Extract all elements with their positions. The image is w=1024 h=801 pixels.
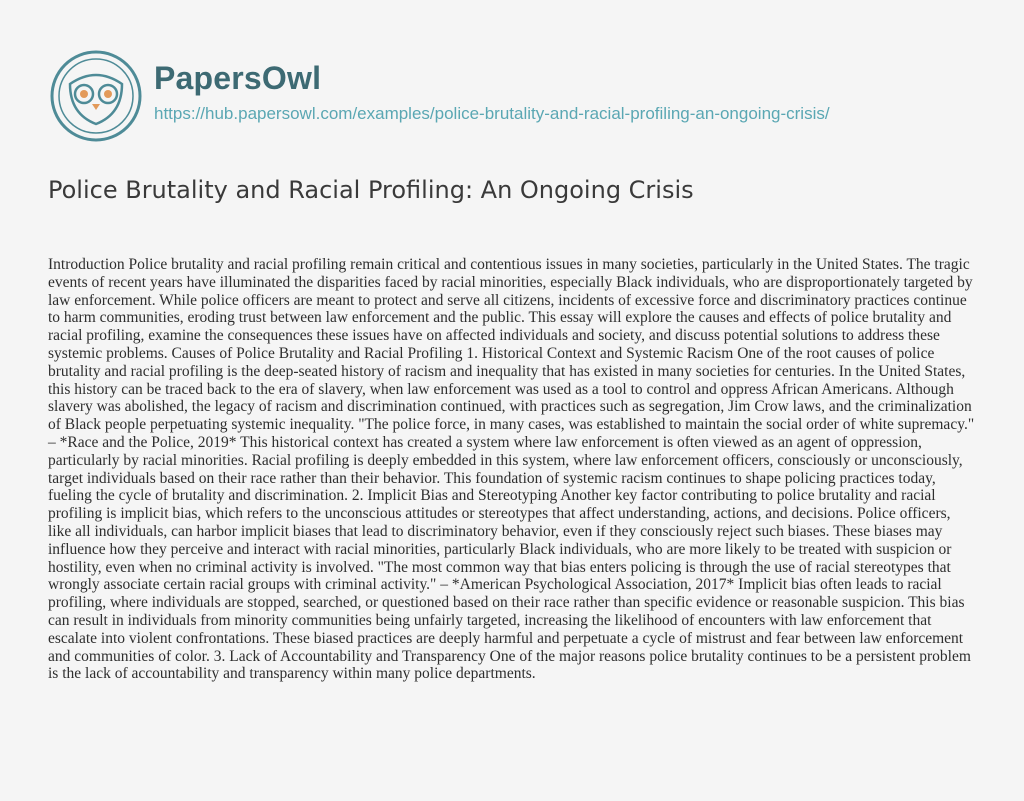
brand-name[interactable]: PapersOwl	[154, 60, 322, 96]
document-body: Introduction Police brutality and racial profiling remain critical and contentious issues in many societies, particularly in the United States. The tragic events of recent years have illuminated the disparities faced by racial minorities, especially Black individuals, who are disproportionately targeted by law enforcement. While police officers are meant to protect and serve all citizens, incidents of excessive force and discriminatory practices continue to harm communities, eroding trust between law enforcement and the public. This essay will explore the causes and effects of police brutality and racial profiling, examine the consequences these issues have on affected individuals and society, and discuss potential solutions to address these systemic problems. Causes of Police Brutality and Racial Profiling 1. Historical Context and Systemic Racism One of the root causes of police brutality and racial profiling is the deep-seated history of racism and inequality that has existed in many societies for centuries. In the United States, this history can be traced back to the era of slavery, when law enforcement was used as a tool to control and oppress African Americans. Although slavery was abolished, the legacy of racism and discrimination continued, with practices such as segregation, Jim Crow laws, and the criminalization of Black people perpetuating systemic inequality. "The police force, in many cases, was established to maintain the social order of white supremacy." – *Race and the Police, 2019* This historical context has created a system where law enforcement is often viewed as an agent of oppression, particularly by racial minorities. Racial profiling is deeply embedded in this system, where law enforcement officers, consciously or unconsciously, target individuals based on their race rather than their behavior. This foundation of systemic racism continues to shape policing practices today, fueling the cycle of brutality and discrimination. 2. Implicit Bias and Stereotyping Another key factor contributing to police brutality and racial profiling is implicit bias, which refers to the unconscious attitudes or stereotypes that affect understanding, actions, and decisions. Police officers, like all individuals, can harbor implicit biases that lead to discriminatory behavior, even if they consciously reject such biases. These biases may influence how they perceive and interact with racial minorities, particularly Black individuals, who are more likely to be treated with suspicion or hostility, even when no criminal activity is involved. "The most common way that bias enters policing is through the use of racial stereotypes that wrongly associate certain racial groups with criminal activity." – *American Psychological Association, 2017* Implicit bias often leads to racial profiling, where individuals are stopped, searched, or questioned based on their race rather than specific evidence or reasonable suspicion. This bias can result in individuals from minority communities being unfairly targeted, increasing the likelihood of encounters with law enforcement that escalate into violent confrontations. These biased practices are deeply harmful and perpetuate a cycle of mistrust and fear between law enforcement and communities of color. 3. Lack of Accountability and Transparency One of the major reasons police brutality continues to be a persistent problem is the lack of accountability and transparency within many police departments.	[48, 256, 975, 683]
document-title: Police Brutality and Racial Profiling: An Ongoing Crisis	[48, 176, 694, 204]
brand-block	[154, 58, 830, 124]
header	[48, 56, 830, 152]
owl-logo-icon[interactable]	[48, 48, 144, 144]
source-url-link[interactable]: https://hub.papersowl.com/examples/police-brutality-and-racial-profiling-an-ongoing-crisis/	[154, 104, 830, 123]
